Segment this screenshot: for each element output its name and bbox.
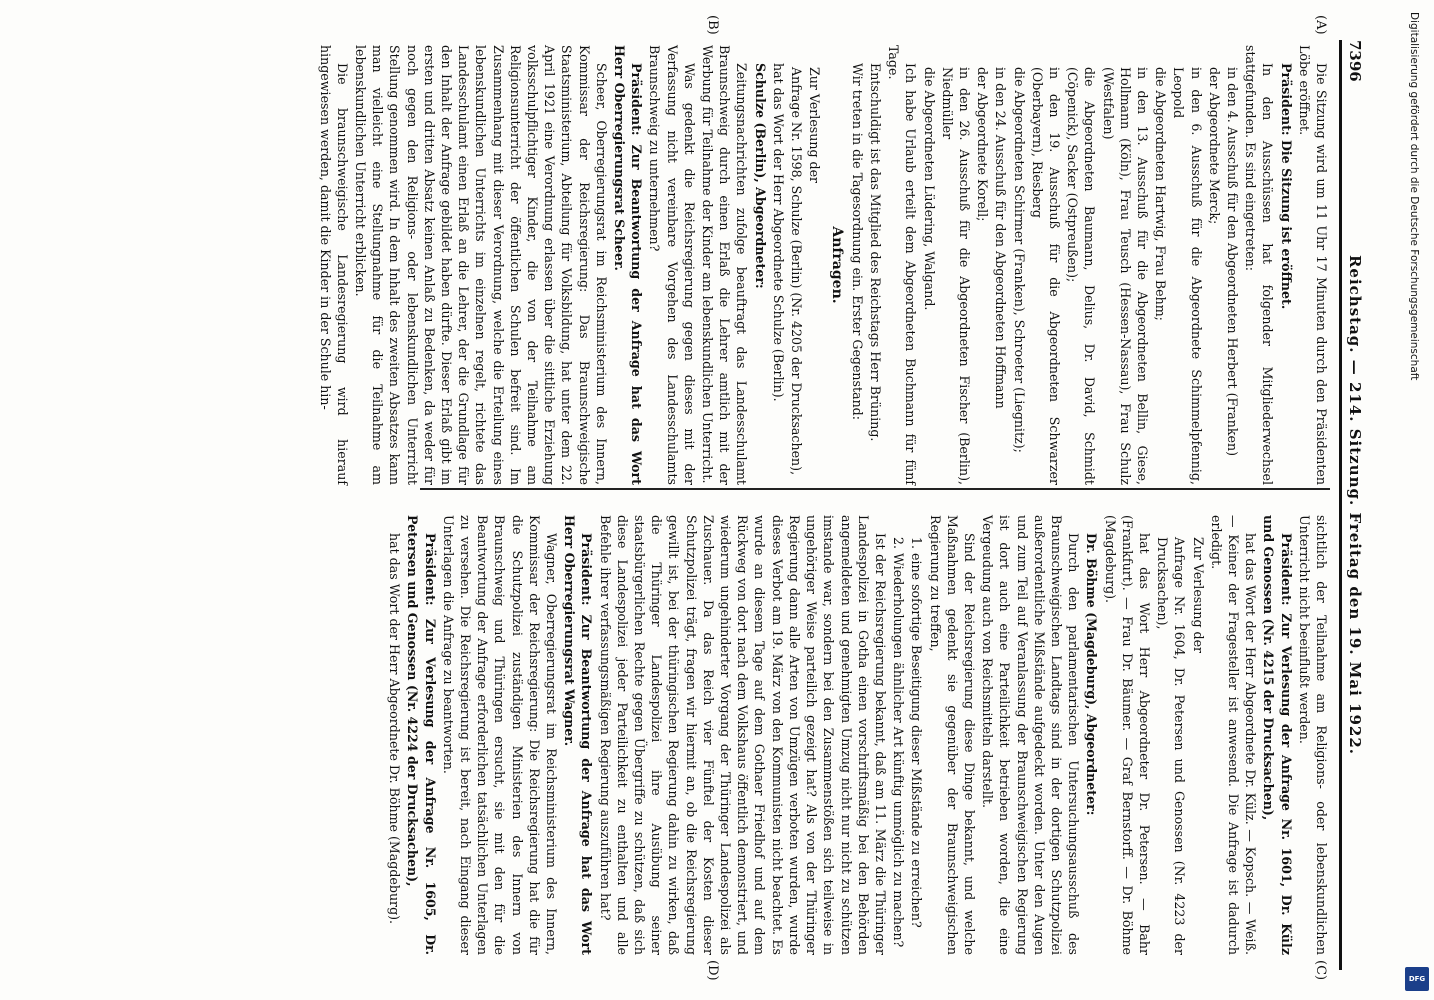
paragraph: der Abgeordnete Korell; [975, 67, 991, 222]
paragraph: Präsident: Zur Verlesung der Anfrage Nr. 1605, Dr. Petersen und Genossen (Nr. 4224 der Drucksachen), [405, 515, 438, 955]
page-number: 7396 [1346, 40, 1364, 82]
paragraph: Durch den parlamentarischen Untersuchungsausschuß des Braunschweigischen Landtags sind in der dortigen Schutzpolizei außerordentliche Mißstände aufgedeckt worden. Unter den Augen und zum Teil auf Veranlassung der Braunschweigischen Regierung ist dort auch eine Parteilichkeit betrieben worden, die eine Vergeudung auch von Reichsmitteln darstellt. [980, 515, 1082, 955]
paragraph: Zeitungsnachrichten zufolge beauftragt das Landesschulamt Braunschweig durch einen Erlaß die Lehrer amtlich mit der Werbung für Teilnahme der Kinder am lebenskundlichen Unterricht. [700, 45, 750, 485]
credit-strip [1392, 12, 1432, 992]
paragraph: In den Ausschüssen hat folgender Mitgliederwechsel stattgefunden. Es sind eingetreten: [1243, 45, 1276, 485]
column-divider [420, 488, 1330, 490]
paragraph: in den 6. Ausschuß für die Abgeordnete Schimmelpfennig, Leopold [1171, 67, 1204, 485]
paragraph: Was gedenkt die Reichsregierung gegen dieses mit der Verfassung nicht vereinbare Vorgehen des Landesschulamts Braunschweig zu unternehmen? [647, 45, 697, 485]
paragraph: Zur Verlesung der [807, 67, 823, 184]
paragraph: Die braunschweigische Landesregierung wird hierauf hingewiesen werden, damit die Kinder in der Schule hin- [317, 45, 350, 485]
page-header [1339, 40, 1372, 970]
paragraph: Entschuldigt ist das Mitglied des Reichstags Herr Brüning. [867, 63, 883, 442]
paragraph: 2. Wiederholungen ähnlicher Art künftig unmöglich zu machen? [891, 537, 907, 948]
paragraph: Zur Verlesung der [1190, 537, 1206, 654]
margin-mark-c: (C) [1313, 960, 1328, 981]
paragraph: Ist der Reichsregierung bekannt, daß am 11. März die Thüringer Landespolizei in Gotha einen vorschriftsmäßig bei den Behörden angemeldeten und genehmigten Umzug nicht nur nicht zu schützen imstande war, sondern bei den Zusammenstößen sich teilweise in ungehöriger Weise parteilich gezeigt hat? Als von der Thüringer Regierung dann alle Arten von Umzügen verboten wurden, wurde dieses Verbot am 19. März von den Kommunisten nicht beachtet. Es wurde an diesem Tage auf dem Gothaer Friedhof und auf dem Rückweg von dort nach dem Volkshaus öffentlich demonstriert, und wiederum ungehinderter Vorgang der Thüringer Landespolizei als Zuschauer. Da das Reich vier Fünftel der Kosten dieser Schutzpolizei trägt, fragen wir hiermit an, ob die Reichsregierung gewillt ist, bei der thüringischen Regierung dahin zu wirken, daß die Thüringer Landespolizei ihre Ausübung seiner staatsbürgerlichen Rechte gegen Übergriffe zu schützen, daß sich diese Landespolizei jeder Parteilichkeit zu enthalten und alle Befehle ihrer verfassungsmäßigen Regierung auszuführen hat? [597, 515, 888, 955]
paragraph: Anfrage Nr. 1604, Dr. Petersen und Genossen (Nr. 4223 der Drucksachen), [1155, 537, 1188, 955]
paragraph: die Abgeordneten Schirmer (Franken), Schroeter (Liegnitz); [1011, 67, 1027, 453]
paragraph: Präsident: Zur Verlesung der Anfrage Nr. 1601, Dr. Külz und Genossen (Nr. 4215 der Drucksachen), [1261, 515, 1294, 955]
right-column [385, 515, 1330, 955]
paragraph: hat das Wort der Herr Abgeordnete Dr. Böhme (Magdeburg). [387, 533, 403, 925]
paragraph: in den 26. Ausschuß für die Abgeordneten Fischer (Berlin), Niedmüller [939, 67, 972, 485]
paragraph: in den 13. Ausschuß für die Abgeordneten Bellin, Giese, Hollmann (Köln), Frau Teusch (Hessen-Nassau), Frau Schulz (Westfalen) [1100, 67, 1150, 485]
paragraph: hat das Wort der Herr Abgeordnete Schulze (Berlin). [770, 63, 786, 402]
paragraph: hat das Wort der Herr Abgeordnete Dr. Külz. — Kopsch. — Weiß. — Keiner der Fragesteller ist anwesend. Die Anfrage ist dadurch erledigt. [1208, 515, 1259, 955]
running-title: Reichstag. — 214. Sitzung. Freitag den 19. Mai 1922. [1346, 254, 1364, 756]
paragraph: der Abgeordnete Merck; [1206, 67, 1222, 225]
paragraph: Präsident: Zur Beantwortung der Anfrage hat das Wort Herr Oberregierungsrat Scheer. [612, 45, 645, 485]
left-column [315, 45, 1330, 485]
paragraph: Wagner, Oberregierungsrat im Reichsministerium des Innern, Kommissar der Reichsregierung: Die Reichsregierung hat die für die Schutzpolizei zuständigen Ministerien des Innern von Braunschweig und Thüringen ersucht, sie mit den für die Beantwortung der Anfrage erforderlichen tatsächlichen Unterlagen zu versehen. Die Reichsregierung ist bereit, nach Eingang dieser Unterlagen die Anfrage zu beantworten. [440, 515, 560, 955]
paragraph: Anfragen. [828, 226, 845, 304]
paragraph: Anfrage Nr. 1598, Schulze (Berlin) (Nr. 4205 der Drucksachen), [789, 67, 805, 476]
margin-mark-b: (B) [705, 15, 720, 35]
paragraph: Präsident: Zur Beantwortung der Anfrage hat das Wort Herr Oberregierungsrat Wagner. [562, 515, 595, 955]
paragraph: hat das Wort Herr Abgeordneter Dr. Petersen. — Bahr (Frankfurt). — Frau Dr. Bäumer. — Graf Bernstorff. — Dr. Böhme (Magdeburg). [1102, 515, 1152, 955]
paragraph: Wir treten in die Tagesordnung ein. Erster Gegenstand: [849, 63, 865, 420]
margin-mark-d: (D) [705, 960, 720, 981]
paragraph: 1. eine sofortige Beseitigung dieser Mißstände zu erreichen? [909, 537, 925, 928]
paragraph: Ich habe Urlaub erteilt dem Abgeordneten Buchmann für fünf Tage. [886, 45, 919, 485]
paragraph: sichtlich der Teilnahme am Religions- oder lebenskundlichen Unterricht nicht beeinflußt werden. [1296, 515, 1329, 955]
paragraph: Dr. Böhme (Magdeburg), Abgeordneter: [1084, 533, 1100, 816]
paragraph: Die Sitzung wird um 11 Uhr 17 Minuten durch den Präsidenten Löbe eröffnet. [1296, 45, 1329, 485]
paragraph: Scheer, Oberregierungsrat im Reichsministerium des Innern, Kommissar der Reichsregierung: Das Braunschweigische Staatsministerium, Abteilung für Volksbildung, hat unter dem 22. April 1921 eine Verordnung erlassen über die sittliche Erziehung volksschulpflichtiger Kinder, die von der Teilnahme am Religionsunterricht der öffentlichen Schulen befreit sind. Im Zusammenhang mit dieser Verordnung, welche die Erteilung eines lebenskundlichen Unterrichts im einzelnen regelt, richtete das Landesschulamt einen Erlaß an die Lehrer, der die Grundlage für den Inhalt der Anfrage gebildet haben dürfte. Dieser Erlaß gibt im ersten und dritten Absatz keinen Anlaß zu Bedenken, da weder für noch gegen den Religions- oder lebenskundlichen Unterricht Stellung genommen wird. In dem Inhalt des zweiten Absatzes kann man vielleicht eine Stellungnahme für die Teilnahme am lebenskundlichen Unterricht erblicken. [353, 45, 609, 485]
paragraph: Sind der Reichsregierung diese Dinge bekannt, und welche Maßnahmen gedenkt sie gegenüber der Braunschweigischen Regierung zu treffen, [927, 515, 977, 955]
dfg-logo: DFG [1405, 967, 1429, 991]
paragraph: in den 24. Ausschuß für den Abgeordneten Hoffmann [993, 67, 1009, 409]
paragraph: die Abgeordneten Hartwig, Frau Behm; [1153, 67, 1169, 321]
digitization-credit: Digitalisierung gefördert durch die Deutsche Forschungsgemeinschaft [1408, 12, 1420, 381]
paragraph: Schulze (Berlin), Abgeordneter: [752, 63, 768, 289]
margin-mark-a: (A) [1313, 15, 1328, 35]
paragraph: in den 4. Ausschuß für den Abgeordneten Herbert (Franken) [1224, 67, 1240, 457]
paragraph: die Abgeordneten Baumann, Delius, Dr. David, Schmidt (Cöpenick), Sacker (Ostpreußen); [1065, 67, 1098, 485]
paragraph: Präsident: Die Sitzung ist eröffnet. [1278, 63, 1294, 310]
paragraph: in den 19. Ausschuß für die Abgeordneten Schwarzer (Oberbayern), Riesberg [1029, 67, 1062, 485]
paragraph: die Abgeordneten Lüdering, Walgand. [921, 67, 937, 311]
